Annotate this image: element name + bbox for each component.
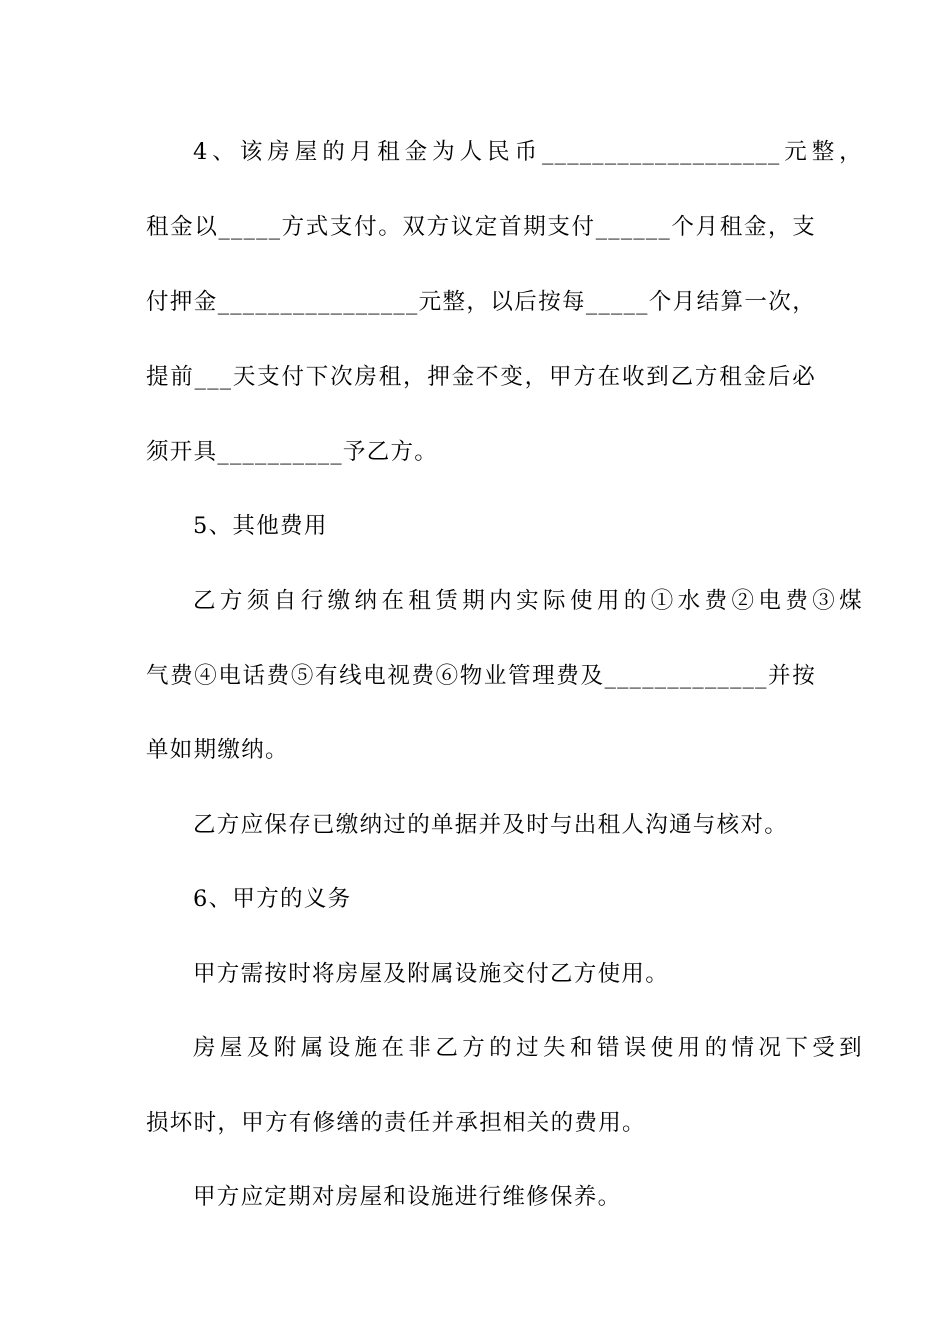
rent-clause-line-5: 须开具__________予乙方。 xyxy=(146,439,439,465)
rent-clause-line-4: 提前___天支付下次房租，押金不变，甲方在收到乙方租金后必 xyxy=(146,364,816,390)
other-fees-line-1: 乙方须自行缴纳在租赁期内实际使用的①水费②电费③煤 xyxy=(193,588,863,614)
duty-paragraph-3: 甲方应定期对房屋和设施进行维修保养。 xyxy=(193,1184,622,1210)
other-fees-paragraph-2: 乙方应保存已缴纳过的单据并及时与出租人沟通与核对。 xyxy=(193,812,789,838)
duty-paragraph-2-line-1: 房屋及附属设施在非乙方的过失和错误使用的情况下受到 xyxy=(193,1035,863,1061)
duty-paragraph-1: 甲方需按时将房屋及附属设施交付乙方使用。 xyxy=(193,961,670,987)
rent-clause-line-3: 付押金________________元整，以后按每_____个月结算一次， xyxy=(146,289,816,315)
duty-paragraph-2-line-2: 损坏时，甲方有修缮的责任并承担相关的费用。 xyxy=(146,1110,646,1136)
section-heading-other-fees: 5、其他费用 xyxy=(193,513,328,539)
other-fees-line-3: 单如期缴纳。 xyxy=(146,737,289,763)
rent-clause-line-2: 租金以_____方式支付。双方议定首期支付______个月租金，支 xyxy=(146,214,816,240)
section-heading-party-a-duties: 6、甲方的义务 xyxy=(193,886,352,912)
rent-clause-line-1: 4、该房屋的月租金为人民币___________________元整， xyxy=(193,139,863,165)
other-fees-line-2: 气费④电话费⑤有线电视费⑥物业管理费及_____________并按 xyxy=(146,663,816,689)
